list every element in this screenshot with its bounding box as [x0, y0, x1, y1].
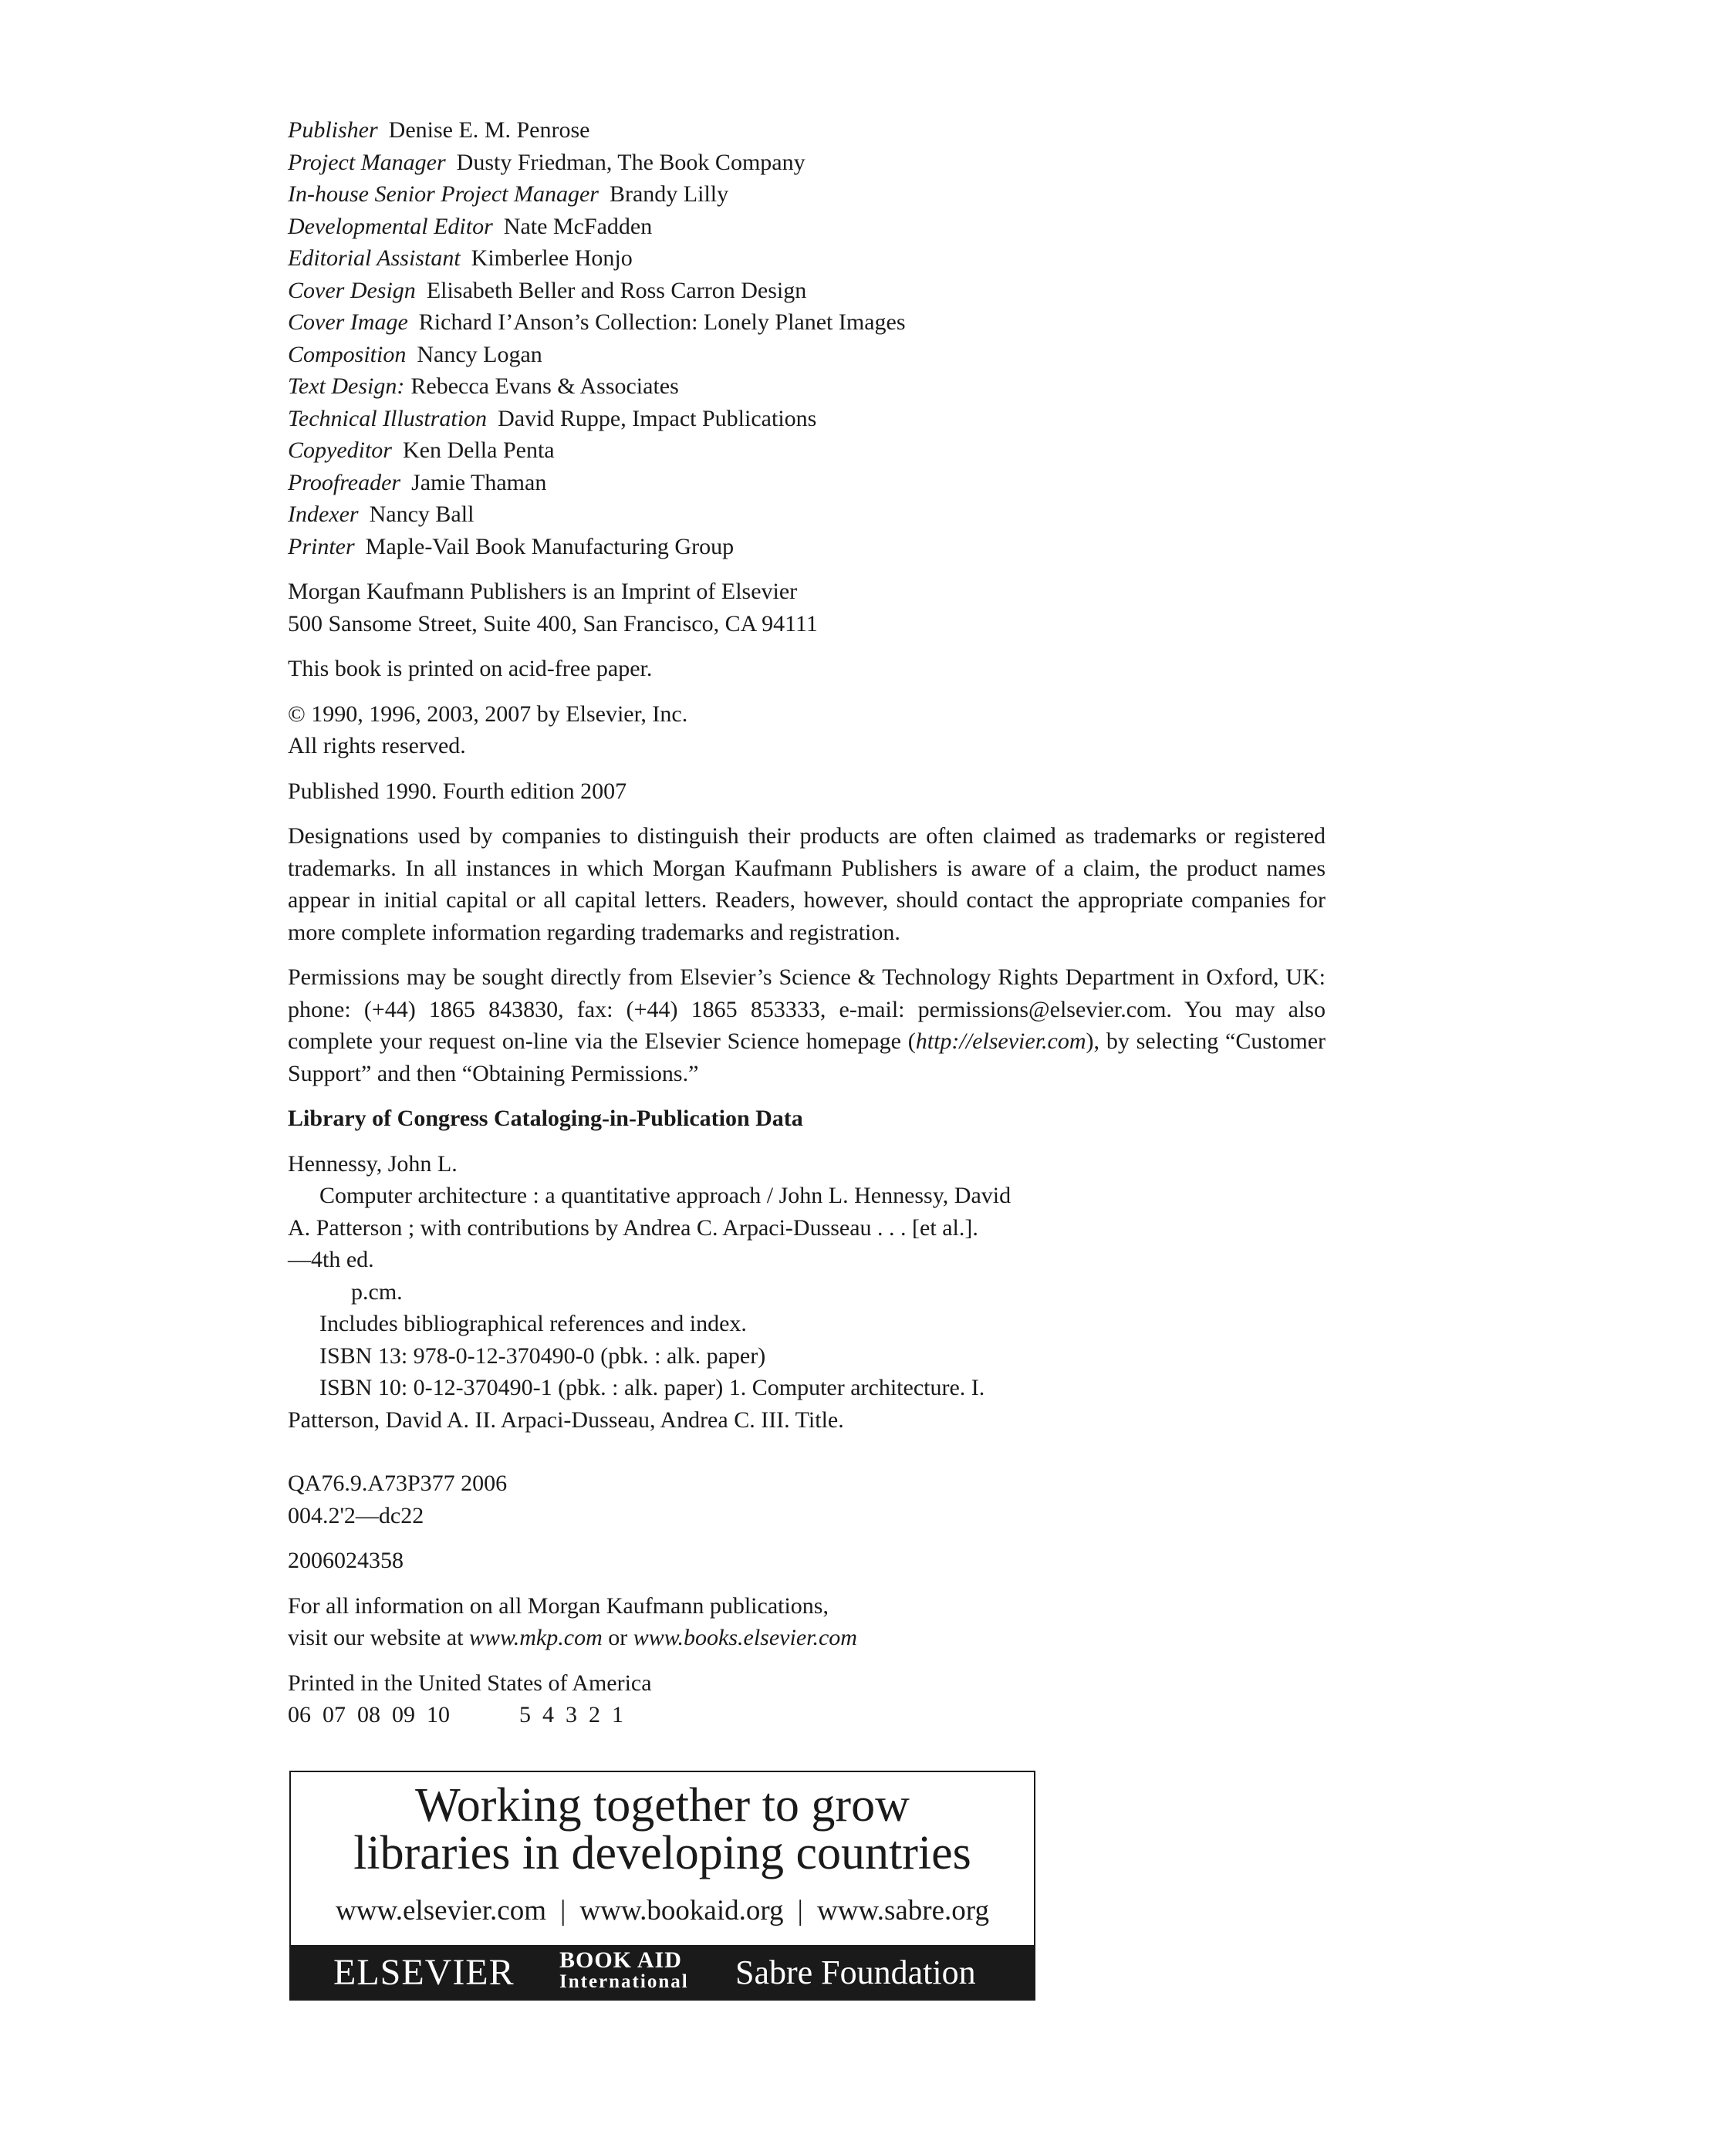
info-or: or — [602, 1625, 633, 1650]
cip-heading-block — [288, 1103, 1326, 1135]
permissions-text — [288, 961, 1326, 1089]
credit-role: Composition — [288, 341, 407, 367]
cip-heading: Library of Congress Cataloging-in-Publication Data — [288, 1106, 803, 1131]
info-block — [288, 1590, 1326, 1654]
designations-paragraph — [288, 820, 1326, 948]
credit-role: Cover Design — [288, 277, 416, 303]
credit-row — [288, 467, 1326, 499]
info-prefix: visit our website at — [288, 1625, 469, 1650]
bookaid-link[interactable]: www.bookaid.org — [579, 1895, 784, 1927]
credit-role: In-house Senior Project Manager — [288, 181, 599, 207]
credit-name: Rebecca Evans & Associates — [410, 373, 679, 399]
credit-row — [288, 531, 1326, 563]
link-separator: | — [560, 1895, 566, 1927]
credit-name: Nancy Ball — [369, 501, 475, 527]
credit-row — [288, 370, 1326, 403]
cip-spacer — [288, 1436, 1326, 1467]
credit-role: Technical Illustration — [288, 405, 488, 431]
cip-lccn: 2006024358 — [288, 1548, 404, 1573]
cip-edition: —4th ed. — [288, 1247, 374, 1272]
credit-name: Maple-Vail Book Manufacturing Group — [365, 533, 735, 559]
credit-name: Nancy Logan — [417, 341, 542, 367]
credit-row — [288, 147, 1326, 179]
cip-author: Hennessy, John L. — [288, 1150, 458, 1177]
elsevier-logo: ELSEVIER — [333, 1952, 515, 1993]
credit-name: Denise E. M. Penrose — [388, 117, 590, 143]
acid-free-notice — [288, 653, 1326, 685]
credit-role: Proofreader — [288, 469, 401, 495]
printing-block — [288, 1667, 1326, 1731]
copyright-line: © 1990, 1996, 2003, 2007 by Elsevier, Inc. — [288, 701, 688, 727]
print-line — [288, 1699, 1326, 1731]
credit-role: Cover Image — [288, 309, 408, 335]
credit-role: Indexer — [288, 501, 359, 527]
credit-name: Kimberlee Honjo — [471, 245, 633, 271]
credit-row — [288, 114, 1326, 147]
copyright-block — [288, 698, 1326, 762]
address-line: 500 Sansome Street, Suite 400, San Francisco, CA 94111 — [288, 610, 818, 637]
credit-row — [288, 403, 1326, 435]
print-years: 06 07 08 09 10 — [288, 1702, 450, 1727]
book-aid-logo — [559, 1947, 689, 1993]
sabre-foundation-logo: Sabre Foundation — [735, 1954, 976, 1991]
credit-role: Project Manager — [288, 149, 446, 175]
banner-headline-line: Working together to grow — [415, 1779, 910, 1832]
published-line: Published 1990. Fourth edition 2007 — [288, 778, 627, 804]
cip-subjects: Patterson, David A. II. Arpaci-Dusseau, Andrea C. III. Title. — [288, 1407, 844, 1433]
banner-logo-bar — [291, 1945, 1034, 1999]
copyright-page — [288, 114, 1326, 1731]
permissions-text-end: ), by selecting “Customer Support” and then “Obtaining Permissions.” — [288, 1028, 1326, 1086]
book-aid-logo-subtitle: International — [559, 1971, 689, 1992]
info-websites — [288, 1622, 1326, 1654]
elsevier-books-website-link[interactable]: www.books.elsevier.com — [633, 1625, 857, 1650]
credit-name: Dusty Friedman, The Book Company — [456, 149, 806, 175]
banner-headline-line: libraries in developing countries — [353, 1827, 971, 1879]
permissions-paragraph — [288, 961, 1326, 1089]
credit-row — [288, 242, 1326, 275]
banner-links — [291, 1894, 1034, 1928]
elsevier-link[interactable]: www.elsevier.com — [336, 1895, 546, 1927]
cip-dewey: 004.2'2—dc22 — [288, 1502, 424, 1528]
sabre-link[interactable]: www.sabre.org — [816, 1895, 989, 1927]
credit-role: Text Design: — [288, 373, 405, 399]
cip-title-line: A. Patterson ; with contributions by Andrea C. Arpaci-Dusseau . . . [et al.]. — [288, 1214, 978, 1241]
cip-lc-class: QA76.9.A73P377 2006 — [288, 1471, 508, 1496]
credit-name: Jamie Thaman — [411, 469, 547, 495]
credit-row — [288, 339, 1326, 371]
link-separator: | — [797, 1895, 803, 1927]
cip-title-line: Computer architecture : a quantitative approach / John L. Hennessy, David — [319, 1183, 1012, 1208]
cip-bibliography: Includes bibliographical references and index. — [319, 1311, 747, 1336]
cip-pcm: p.cm. — [351, 1278, 403, 1305]
elsevier-homepage-link[interactable]: http://elsevier.com — [915, 1028, 1086, 1054]
print-impressions: 5 4 3 2 1 — [519, 1702, 623, 1727]
book-aid-banner — [289, 1771, 1035, 2001]
credit-row — [288, 275, 1326, 307]
printed-in-line: Printed in the United States of America — [288, 1670, 652, 1696]
credit-row — [288, 178, 1326, 211]
info-line: For all information on all Morgan Kaufmann publications, — [288, 1592, 829, 1619]
credit-role: Printer — [288, 533, 355, 559]
credit-name: David Ruppe, Impact Publications — [498, 405, 817, 431]
mkp-website-link[interactable]: www.mkp.com — [468, 1625, 603, 1650]
credit-row — [288, 434, 1326, 467]
credit-name: Brandy Lilly — [609, 181, 729, 207]
credit-row — [288, 211, 1326, 243]
cip-isbn10: ISBN 10: 0-12-370490-1 (pbk. : alk. paper) 1. Computer architecture. I. — [319, 1375, 985, 1400]
credit-row — [288, 498, 1326, 531]
credit-role: Copyeditor — [288, 437, 392, 463]
credits-list — [288, 114, 1326, 562]
credit-name: Ken Della Penta — [403, 437, 555, 463]
credit-name: Elisabeth Beller and Ross Carron Design — [426, 277, 807, 303]
cip-data-block — [288, 1148, 1326, 1532]
credit-role: Publisher — [288, 117, 378, 143]
designations-text: Designations used by companies to distinguish their products are often claimed as trademarks or registered trademarks. In all instances in which Morgan Kaufmann Publishers is aware of a claim, the product names appear in initial capital or all capital letters. Readers, however, should contact the appropriate companies for more complete information regarding trademarks and registration. — [288, 823, 1326, 945]
lccn-block — [288, 1545, 1326, 1577]
banner-headline — [291, 1781, 1034, 1877]
permissions-text-start: Permissions may be sought directly from Elsevier’s Science & Technology Rights Department in Oxford, UK: phone: (+44) 1865 843830, fax: (+44) 1865 853333, e-mail: permissions@elsevier.com. You may also complete your request on-line via the Elsevier Science homepage ( — [288, 964, 1326, 1054]
book-aid-logo-title: BOOK AID — [559, 1947, 682, 1973]
credit-name: Richard I’Anson’s Collection: Lonely Planet Images — [418, 309, 906, 335]
imprint-block — [288, 576, 1326, 640]
published-block — [288, 775, 1326, 808]
cip-isbn13: ISBN 13: 978-0-12-370490-0 (pbk. : alk. paper) — [319, 1342, 766, 1369]
imprint-line: Morgan Kaufmann Publishers is an Imprint of Elsevier — [288, 579, 798, 604]
credit-row — [288, 306, 1326, 339]
credit-name: Nate McFadden — [503, 213, 653, 239]
credit-role: Developmental Editor — [288, 213, 493, 239]
credit-role: Editorial Assistant — [288, 245, 461, 271]
rights-line: All rights reserved. — [288, 733, 466, 758]
acid-free-text: This book is printed on acid-free paper. — [288, 656, 653, 681]
